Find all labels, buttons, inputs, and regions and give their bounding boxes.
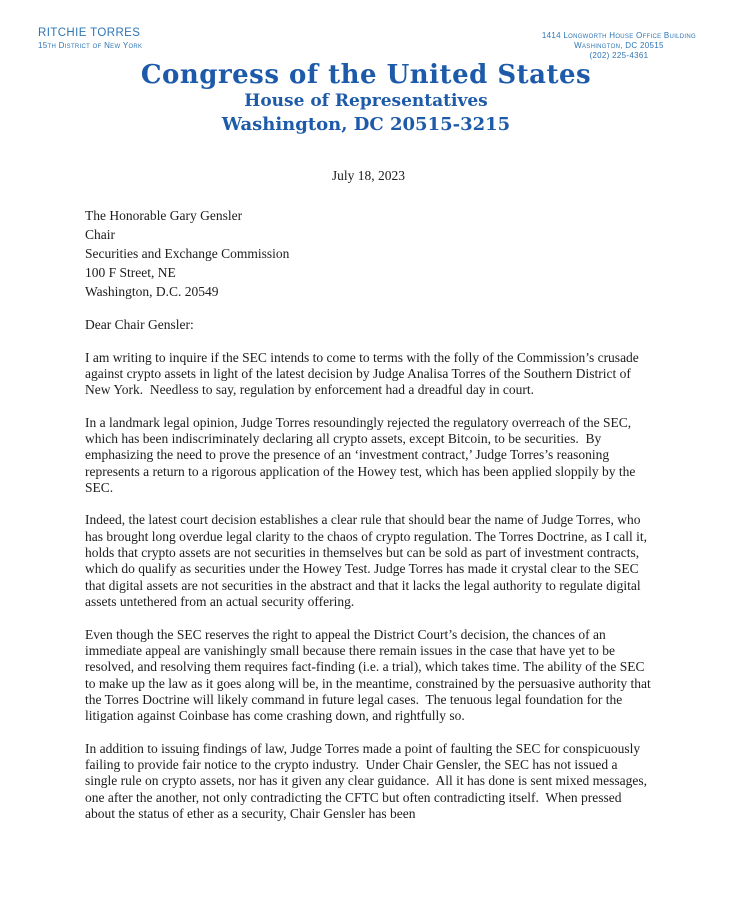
congress-title: Congress of the United States [140,60,592,90]
paragraph-4: Even though the SEC reserves the right to appeal the District Court’s decision, the chances of an immediate appeal are vanishingly small because there remain issues in the case that have yet to be resolved, and resolving them requires fact-finding (i.e. a trial), which takes time. The ability of the SEC to make up the law as it goes along will be, in the meantime, constrained by the persuasive authority that the Torres Doctrine will likely command in future legal cases. The tenuous legal foundation for the litigation against Coinbase has come crashing down, and rightfully so. [85,626,655,724]
paragraph-2: In a landmark legal opinion, Judge Torres resoundingly rejected the regulatory overreach of the SEC, which has been indiscriminately declaring all crypto assets, except Bitcoin, to be securities. By emphasizing the need to prove the presence of an ‘investment contract,’ Judge Torres’s reasoning represents a return to a rigorous application of the Howey test, which has been applied sloppily by the SEC. [85,414,639,496]
office-address-line2: Washington, DC 20515 [574,41,664,50]
recipient-title: Chair [85,227,115,243]
office-address-line1: 1414 Longworth House Office Building [541,31,696,40]
letterhead-office-block [542,31,696,61]
recipient-block [85,206,652,301]
paragraph-5: In addition to issuing findings of law, Judge Torres made a point of faulting the SEC for conspicuously failing to provide fair notice to the crypto industry. Under Chair Gensler, the SEC has not issued a single rule on crypto assets, nor has it given any clear guidance. All it has done is sent mixed messages, one after the another, not only contradicting the CFTC but often contradicting itself. When pressed about the status of ether as a security, Chair Gensler has been [85,740,651,821]
member-district: 15th District of New York [38,41,143,51]
letter-body [85,168,655,822]
recipient-street: 100 F Street, NE [85,265,176,281]
salutation: Dear Chair Gensler: [85,317,194,333]
paragraph-3: Indeed, the latest court decision establishes a clear rule that should bear the name of Judge Torres, who has brought long overdue legal clarity to the chaos of crypto regulation. The Torres Doctrine, as I call it, holds that crypto assets are not securities in themselves but can be sold as part of investment contracts, which do qualify as securities under the Howey Test. Judge Torres has made it crystal clear to the SEC that digital assets are not securities in the abstract and that it lacks the legal authority to regulate digital assets untethered from an actual security offering. [85,512,651,610]
recipient-org: Securities and Exchange Commission [85,246,290,262]
member-name: RITCHIE TORRES [38,27,141,39]
recipient-city: Washington, D.C. 20549 [85,284,219,300]
office-phone: (202) 225-4361 [589,51,649,60]
paragraph-1: I am writing to inquire if the SEC intends to come to terms with the folly of the Commission’s crusade against crypto assets in light of the latest decision by Judge Analisa Torres of the Southern District of New York. Needless to say, regulation by enforcement had a dreadful day in court. [85,349,643,398]
letter-date: July 18, 2023 [331,168,406,183]
letterhead-member-block [38,27,142,50]
house-subtitle: House of Representatives [244,91,488,111]
letterhead-seal-block [0,60,732,136]
recipient-name: The Honorable Gary Gensler [85,208,243,224]
city-subtitle: Washington, DC 20515-3215 [221,114,511,135]
